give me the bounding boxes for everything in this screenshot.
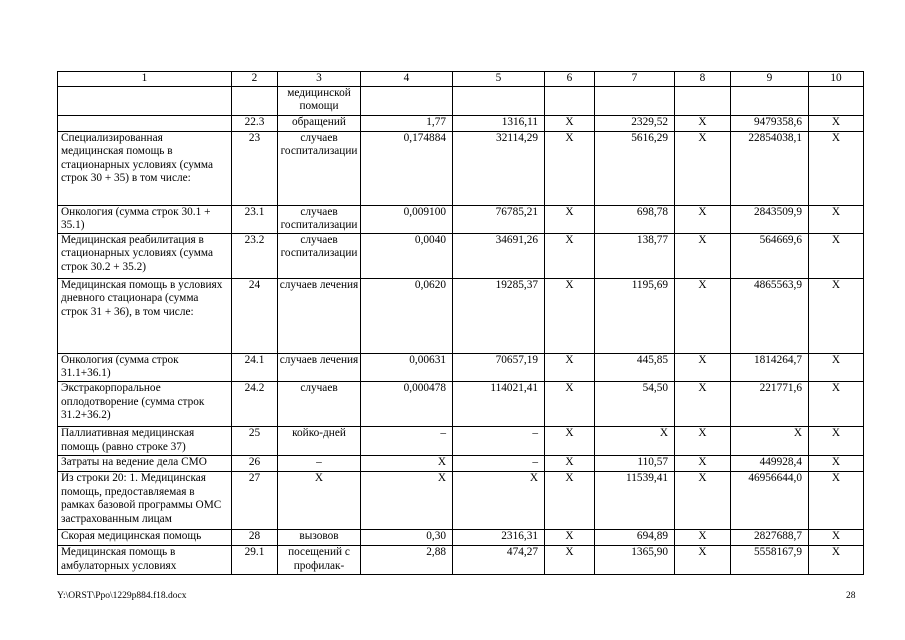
cell-line-no — [232, 86, 278, 115]
cell-per-capita — [595, 86, 675, 115]
table-row — [58, 115, 864, 131]
cell-unit: случаев госпитализации — [278, 233, 361, 278]
cell-per-capita: 1195,69 — [595, 278, 675, 353]
cell-volume: 0,174884 — [361, 131, 453, 205]
cell-col8: X — [675, 455, 731, 471]
cell-col6: X — [545, 455, 595, 471]
cell-col6: X — [545, 381, 595, 426]
file-path: Y:\ORST\Ppo\1229p884.f18.docx — [57, 591, 187, 601]
cell-indicator: Медицинская реабилитация в стационарных условиях (сумма строк 30.2 + 35.2) — [58, 233, 232, 278]
cell-col8: X — [675, 471, 731, 529]
cell-volume: 0,0040 — [361, 233, 453, 278]
table-row — [58, 131, 864, 205]
cell-volume: 0,0620 — [361, 278, 453, 353]
cell-unit: медицинской помощи — [278, 86, 361, 115]
cell-line-no: 23.2 — [232, 233, 278, 278]
cell-total: 46956644,0 — [731, 471, 809, 529]
cell-unit: случаев лечения — [278, 353, 361, 381]
table-row — [58, 426, 864, 455]
cell-per-capita: 698,78 — [595, 205, 675, 233]
cell-cost: 2316,31 — [453, 529, 545, 545]
cell-per-capita: 5616,29 — [595, 131, 675, 205]
cell-cost: 19285,37 — [453, 278, 545, 353]
cell-volume — [361, 86, 453, 115]
cell-col10: X — [809, 529, 864, 545]
cell-indicator: Затраты на ведение дела СМО — [58, 455, 232, 471]
cell-total — [731, 86, 809, 115]
header-cell-3: 3 — [278, 72, 361, 87]
cell-unit: вызовов — [278, 529, 361, 545]
cell-line-no: 23 — [232, 131, 278, 205]
cell-col6: X — [545, 529, 595, 545]
cell-col8: X — [675, 353, 731, 381]
header-row — [58, 72, 864, 87]
cell-indicator: Из строки 20: 1. Медицинская помощь, предоставляемая в рамках базовой программы ОМС застрахованным лицам — [58, 471, 232, 529]
cell-col6: X — [545, 545, 595, 574]
cell-total: 2843509,9 — [731, 205, 809, 233]
cell-per-capita: 694,89 — [595, 529, 675, 545]
cell-total: 22854038,1 — [731, 131, 809, 205]
cell-indicator: Медицинская помощь в амбулаторных условиях — [58, 545, 232, 574]
cell-volume: X — [361, 471, 453, 529]
cell-unit: случаев — [278, 381, 361, 426]
header-cell-5: 5 — [453, 72, 545, 87]
cell-cost: 114021,41 — [453, 381, 545, 426]
cell-unit: – — [278, 455, 361, 471]
cell-indicator: Скорая медицинская помощь — [58, 529, 232, 545]
header-cell-2: 2 — [232, 72, 278, 87]
cell-col10: X — [809, 455, 864, 471]
cell-cost: 32114,29 — [453, 131, 545, 205]
cell-col6: X — [545, 131, 595, 205]
cell-col10: X — [809, 471, 864, 529]
header-cell-8: 8 — [675, 72, 731, 87]
cell-volume: – — [361, 426, 453, 455]
cell-cost: 1316,11 — [453, 115, 545, 131]
cell-col8: X — [675, 278, 731, 353]
cell-per-capita: 2329,52 — [595, 115, 675, 131]
cell-indicator: Экстракорпоральное оплодотворение (сумма строк 31.2+36.2) — [58, 381, 232, 426]
cell-line-no: 24.2 — [232, 381, 278, 426]
cell-indicator: Онкология (сумма строк 30.1 + 35.1) — [58, 205, 232, 233]
cell-total: 449928,4 — [731, 455, 809, 471]
cell-col6: X — [545, 278, 595, 353]
cell-per-capita: 54,50 — [595, 381, 675, 426]
cell-line-no: 27 — [232, 471, 278, 529]
cell-per-capita: X — [595, 426, 675, 455]
cell-line-no: 26 — [232, 455, 278, 471]
cell-col8: X — [675, 131, 731, 205]
cell-line-no: 24.1 — [232, 353, 278, 381]
cell-unit: обращений — [278, 115, 361, 131]
cell-col10: X — [809, 205, 864, 233]
cell-volume: 0,30 — [361, 529, 453, 545]
cell-col10: X — [809, 233, 864, 278]
cell-cost: 70657,19 — [453, 353, 545, 381]
cell-col6: X — [545, 115, 595, 131]
table-row — [58, 86, 864, 115]
header-cell-6: 6 — [545, 72, 595, 87]
cell-volume: 0,009100 — [361, 205, 453, 233]
header-cell-9: 9 — [731, 72, 809, 87]
cell-unit: случаев госпитализации — [278, 205, 361, 233]
cell-line-no: 22.3 — [232, 115, 278, 131]
cell-volume: 0,00631 — [361, 353, 453, 381]
table-row — [58, 545, 864, 574]
data-table — [57, 71, 864, 575]
cell-col6: X — [545, 353, 595, 381]
cell-total: 221771,6 — [731, 381, 809, 426]
cell-col8: X — [675, 205, 731, 233]
cell-col10 — [809, 86, 864, 115]
cell-col8: X — [675, 426, 731, 455]
cell-unit: койко-дней — [278, 426, 361, 455]
cell-indicator: Специализированная медицинская помощь в стационарных условиях (сумма строк 30 + 35) в том числе: — [58, 131, 232, 205]
cell-unit: X — [278, 471, 361, 529]
cell-col8: X — [675, 233, 731, 278]
cell-unit: случаев лечения — [278, 278, 361, 353]
table-row — [58, 455, 864, 471]
cell-per-capita: 11539,41 — [595, 471, 675, 529]
cell-volume: 1,77 — [361, 115, 453, 131]
cell-unit: случаев госпитализации — [278, 131, 361, 205]
table-row — [58, 529, 864, 545]
cell-col10: X — [809, 381, 864, 426]
cell-col8: X — [675, 381, 731, 426]
cell-cost — [453, 86, 545, 115]
table-row — [58, 233, 864, 278]
cell-cost: 474,27 — [453, 545, 545, 574]
cell-col10: X — [809, 131, 864, 205]
cell-col8 — [675, 86, 731, 115]
cell-col10: X — [809, 353, 864, 381]
cell-col8: X — [675, 529, 731, 545]
cell-total: 1814264,7 — [731, 353, 809, 381]
header-cell-7: 7 — [595, 72, 675, 87]
cell-volume: 0,000478 — [361, 381, 453, 426]
cell-line-no: 23.1 — [232, 205, 278, 233]
cell-indicator — [58, 115, 232, 131]
table-row — [58, 205, 864, 233]
cell-indicator: Паллиативная медицинская помощь (равно строке 37) — [58, 426, 232, 455]
cell-indicator: Онкология (сумма строк 31.1+36.1) — [58, 353, 232, 381]
cell-cost: – — [453, 455, 545, 471]
cell-volume: 2,88 — [361, 545, 453, 574]
cell-col6: X — [545, 233, 595, 278]
cell-col8: X — [675, 545, 731, 574]
cell-line-no: 25 — [232, 426, 278, 455]
cell-line-no: 29.1 — [232, 545, 278, 574]
cell-col10: X — [809, 278, 864, 353]
table-row — [58, 471, 864, 529]
cell-unit: посещений с профилак- — [278, 545, 361, 574]
cell-col6 — [545, 86, 595, 115]
cell-total: 9479358,6 — [731, 115, 809, 131]
header-cell-4: 4 — [361, 72, 453, 87]
cell-col6: X — [545, 426, 595, 455]
cell-line-no: 24 — [232, 278, 278, 353]
cell-col6: X — [545, 471, 595, 529]
header-cell-1: 1 — [58, 72, 232, 87]
table-row — [58, 278, 864, 353]
cell-per-capita: 1365,90 — [595, 545, 675, 574]
cell-total: 564669,6 — [731, 233, 809, 278]
cell-cost: – — [453, 426, 545, 455]
cell-col10: X — [809, 115, 864, 131]
cell-per-capita: 138,77 — [595, 233, 675, 278]
cell-volume: X — [361, 455, 453, 471]
cell-cost: 76785,21 — [453, 205, 545, 233]
cell-per-capita: 445,85 — [595, 353, 675, 381]
cell-total: 2827688,7 — [731, 529, 809, 545]
cell-cost: 34691,26 — [453, 233, 545, 278]
cell-total: 5558167,9 — [731, 545, 809, 574]
cell-indicator: Медицинская помощь в условиях дневного стационара (сумма строк 31 + 36), в том числе: — [58, 278, 232, 353]
cell-indicator — [58, 86, 232, 115]
cell-col10: X — [809, 426, 864, 455]
cell-total: X — [731, 426, 809, 455]
cell-per-capita: 110,57 — [595, 455, 675, 471]
table-row — [58, 353, 864, 381]
cell-col6: X — [545, 205, 595, 233]
cell-total: 4865563,9 — [731, 278, 809, 353]
cell-col8: X — [675, 115, 731, 131]
table-row — [58, 381, 864, 426]
cell-col10: X — [809, 545, 864, 574]
header-cell-10: 10 — [809, 72, 864, 87]
cell-line-no: 28 — [232, 529, 278, 545]
cell-cost: X — [453, 471, 545, 529]
page-number: 28 — [846, 591, 856, 601]
